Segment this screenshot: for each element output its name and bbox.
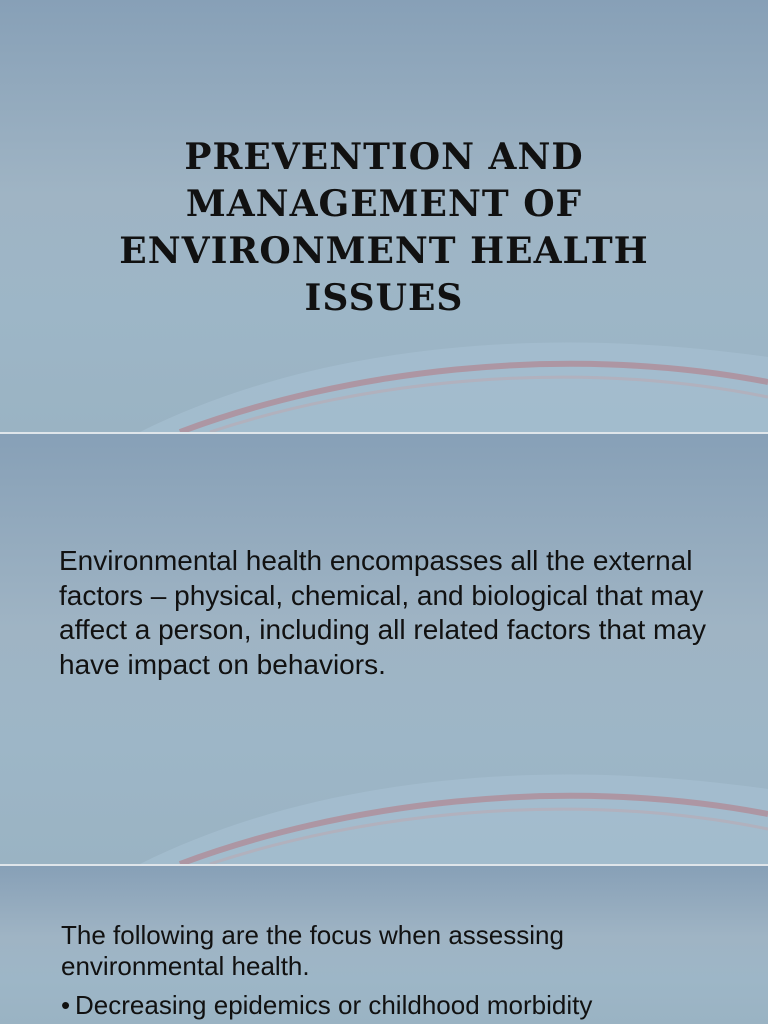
slide-intro-text: The following are the focus when assessing environmental health. — [61, 920, 564, 981]
bullet-icon: • — [61, 990, 71, 1020]
slide-heading: PREVENTION AND MANAGEMENT OF ENVIRONMENT HEALTH ISSUES — [119, 136, 649, 319]
slide-focus-list — [0, 866, 768, 1024]
slide-title — [0, 0, 768, 432]
decorative-wave — [0, 744, 768, 864]
slide-body-text: Environmental health encompasses all the external factors – physical, chemical, and biological that may affect a person, including all related factors that may have impact on behaviors. — [59, 545, 706, 680]
list-item — [61, 990, 741, 1021]
decorative-wave — [0, 312, 768, 432]
bullet-text: Decreasing epidemics or childhood morbidity — [75, 990, 593, 1020]
slide-definition — [0, 434, 768, 864]
